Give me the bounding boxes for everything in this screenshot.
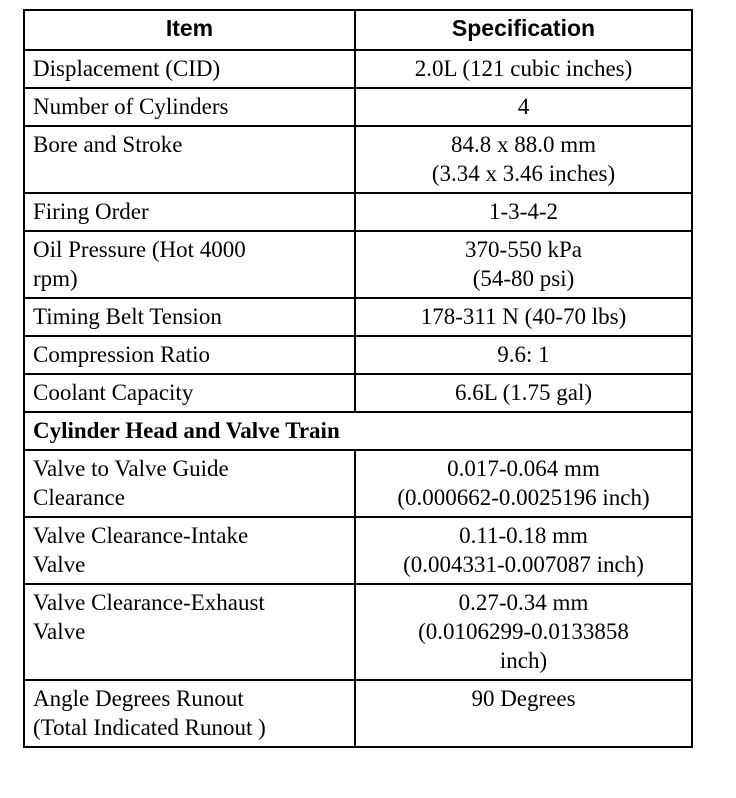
table-row (24, 231, 692, 298)
value-cell (355, 88, 692, 126)
table-row (24, 193, 692, 231)
value-text: 370-550 kPa (465, 237, 582, 262)
table-row (24, 517, 692, 584)
value-cell (355, 584, 692, 680)
value-text: 1-3-4-2 (489, 199, 558, 224)
value-cell (355, 336, 692, 374)
item-cell (24, 450, 355, 517)
value-cell (355, 193, 692, 231)
value-cell (355, 50, 692, 88)
value-cell (355, 517, 692, 584)
value-text: (0.004331-0.007087 inch) (403, 552, 644, 577)
item-text: Valve Clearance-Intake (33, 523, 249, 548)
specification-column-header: Specification (355, 10, 692, 50)
specifications-table (23, 9, 693, 748)
item-cell (24, 50, 355, 88)
item-cell (24, 517, 355, 584)
item-cell (24, 231, 355, 298)
value-text: (0.0106299-0.0133858 (418, 619, 629, 644)
table-row (24, 50, 692, 88)
item-text: Firing Order (33, 199, 149, 224)
item-column-header: Item (24, 10, 355, 50)
value-text: 90 Degrees (471, 686, 576, 711)
table-row (24, 88, 692, 126)
item-text: Bore and Stroke (33, 132, 183, 157)
item-text: Angle Degrees Runout (33, 686, 244, 711)
table-row (24, 298, 692, 336)
value-cell (355, 298, 692, 336)
value-text: 0.27-0.34 mm (458, 590, 589, 615)
value-text: (0.000662-0.0025196 inch) (397, 485, 650, 510)
item-text: Number of Cylinders (33, 94, 229, 119)
header-row (24, 10, 692, 50)
value-cell (355, 231, 692, 298)
table-row (24, 126, 692, 193)
item-cell (24, 374, 355, 412)
table-row (24, 374, 692, 412)
item-cell (24, 584, 355, 680)
value-cell (355, 374, 692, 412)
value-text: 2.0L (121 cubic inches) (414, 56, 633, 81)
value-text: inch) (499, 648, 548, 673)
item-text: Oil Pressure (Hot 4000 (33, 237, 246, 262)
table-row (24, 450, 692, 517)
item-text: Valve (33, 552, 86, 577)
table-row (24, 680, 692, 747)
item-text: Valve to Valve Guide (33, 456, 229, 481)
section-header-row (24, 412, 692, 450)
item-text: rpm) (33, 266, 78, 291)
value-text: 0.017-0.064 mm (447, 456, 600, 481)
item-cell (24, 298, 355, 336)
item-text: (Total Indicated Runout ) (33, 715, 266, 740)
item-text: Clearance (33, 485, 125, 510)
table-row (24, 584, 692, 680)
item-cell (24, 126, 355, 193)
item-text: Coolant Capacity (33, 380, 194, 405)
item-cell (24, 88, 355, 126)
value-text: 0.11-0.18 mm (459, 523, 588, 548)
value-cell (355, 126, 692, 193)
value-text: (54-80 psi) (472, 266, 575, 291)
item-text: Timing Belt Tension (33, 304, 222, 329)
table-row (24, 336, 692, 374)
item-cell (24, 336, 355, 374)
table-header (24, 10, 692, 50)
value-cell (355, 450, 692, 517)
item-text: Displacement (CID) (33, 56, 221, 81)
section-title: Cylinder Head and Valve Train (24, 412, 692, 450)
value-text: (3.34 x 3.46 inches) (431, 161, 616, 186)
value-text: 178-311 N (40-70 lbs) (420, 304, 627, 329)
item-cell (24, 680, 355, 747)
value-text: 4 (517, 94, 530, 119)
item-text: Valve (33, 619, 86, 644)
value-cell (355, 680, 692, 747)
value-text: 84.8 x 88.0 mm (450, 132, 597, 157)
value-text: 6.6L (1.75 gal) (454, 380, 593, 405)
value-text: 9.6: 1 (497, 342, 550, 367)
item-text: Valve Clearance-Exhaust (33, 590, 265, 615)
table-body (24, 50, 692, 747)
item-text: Compression Ratio (33, 342, 210, 367)
item-cell (24, 193, 355, 231)
